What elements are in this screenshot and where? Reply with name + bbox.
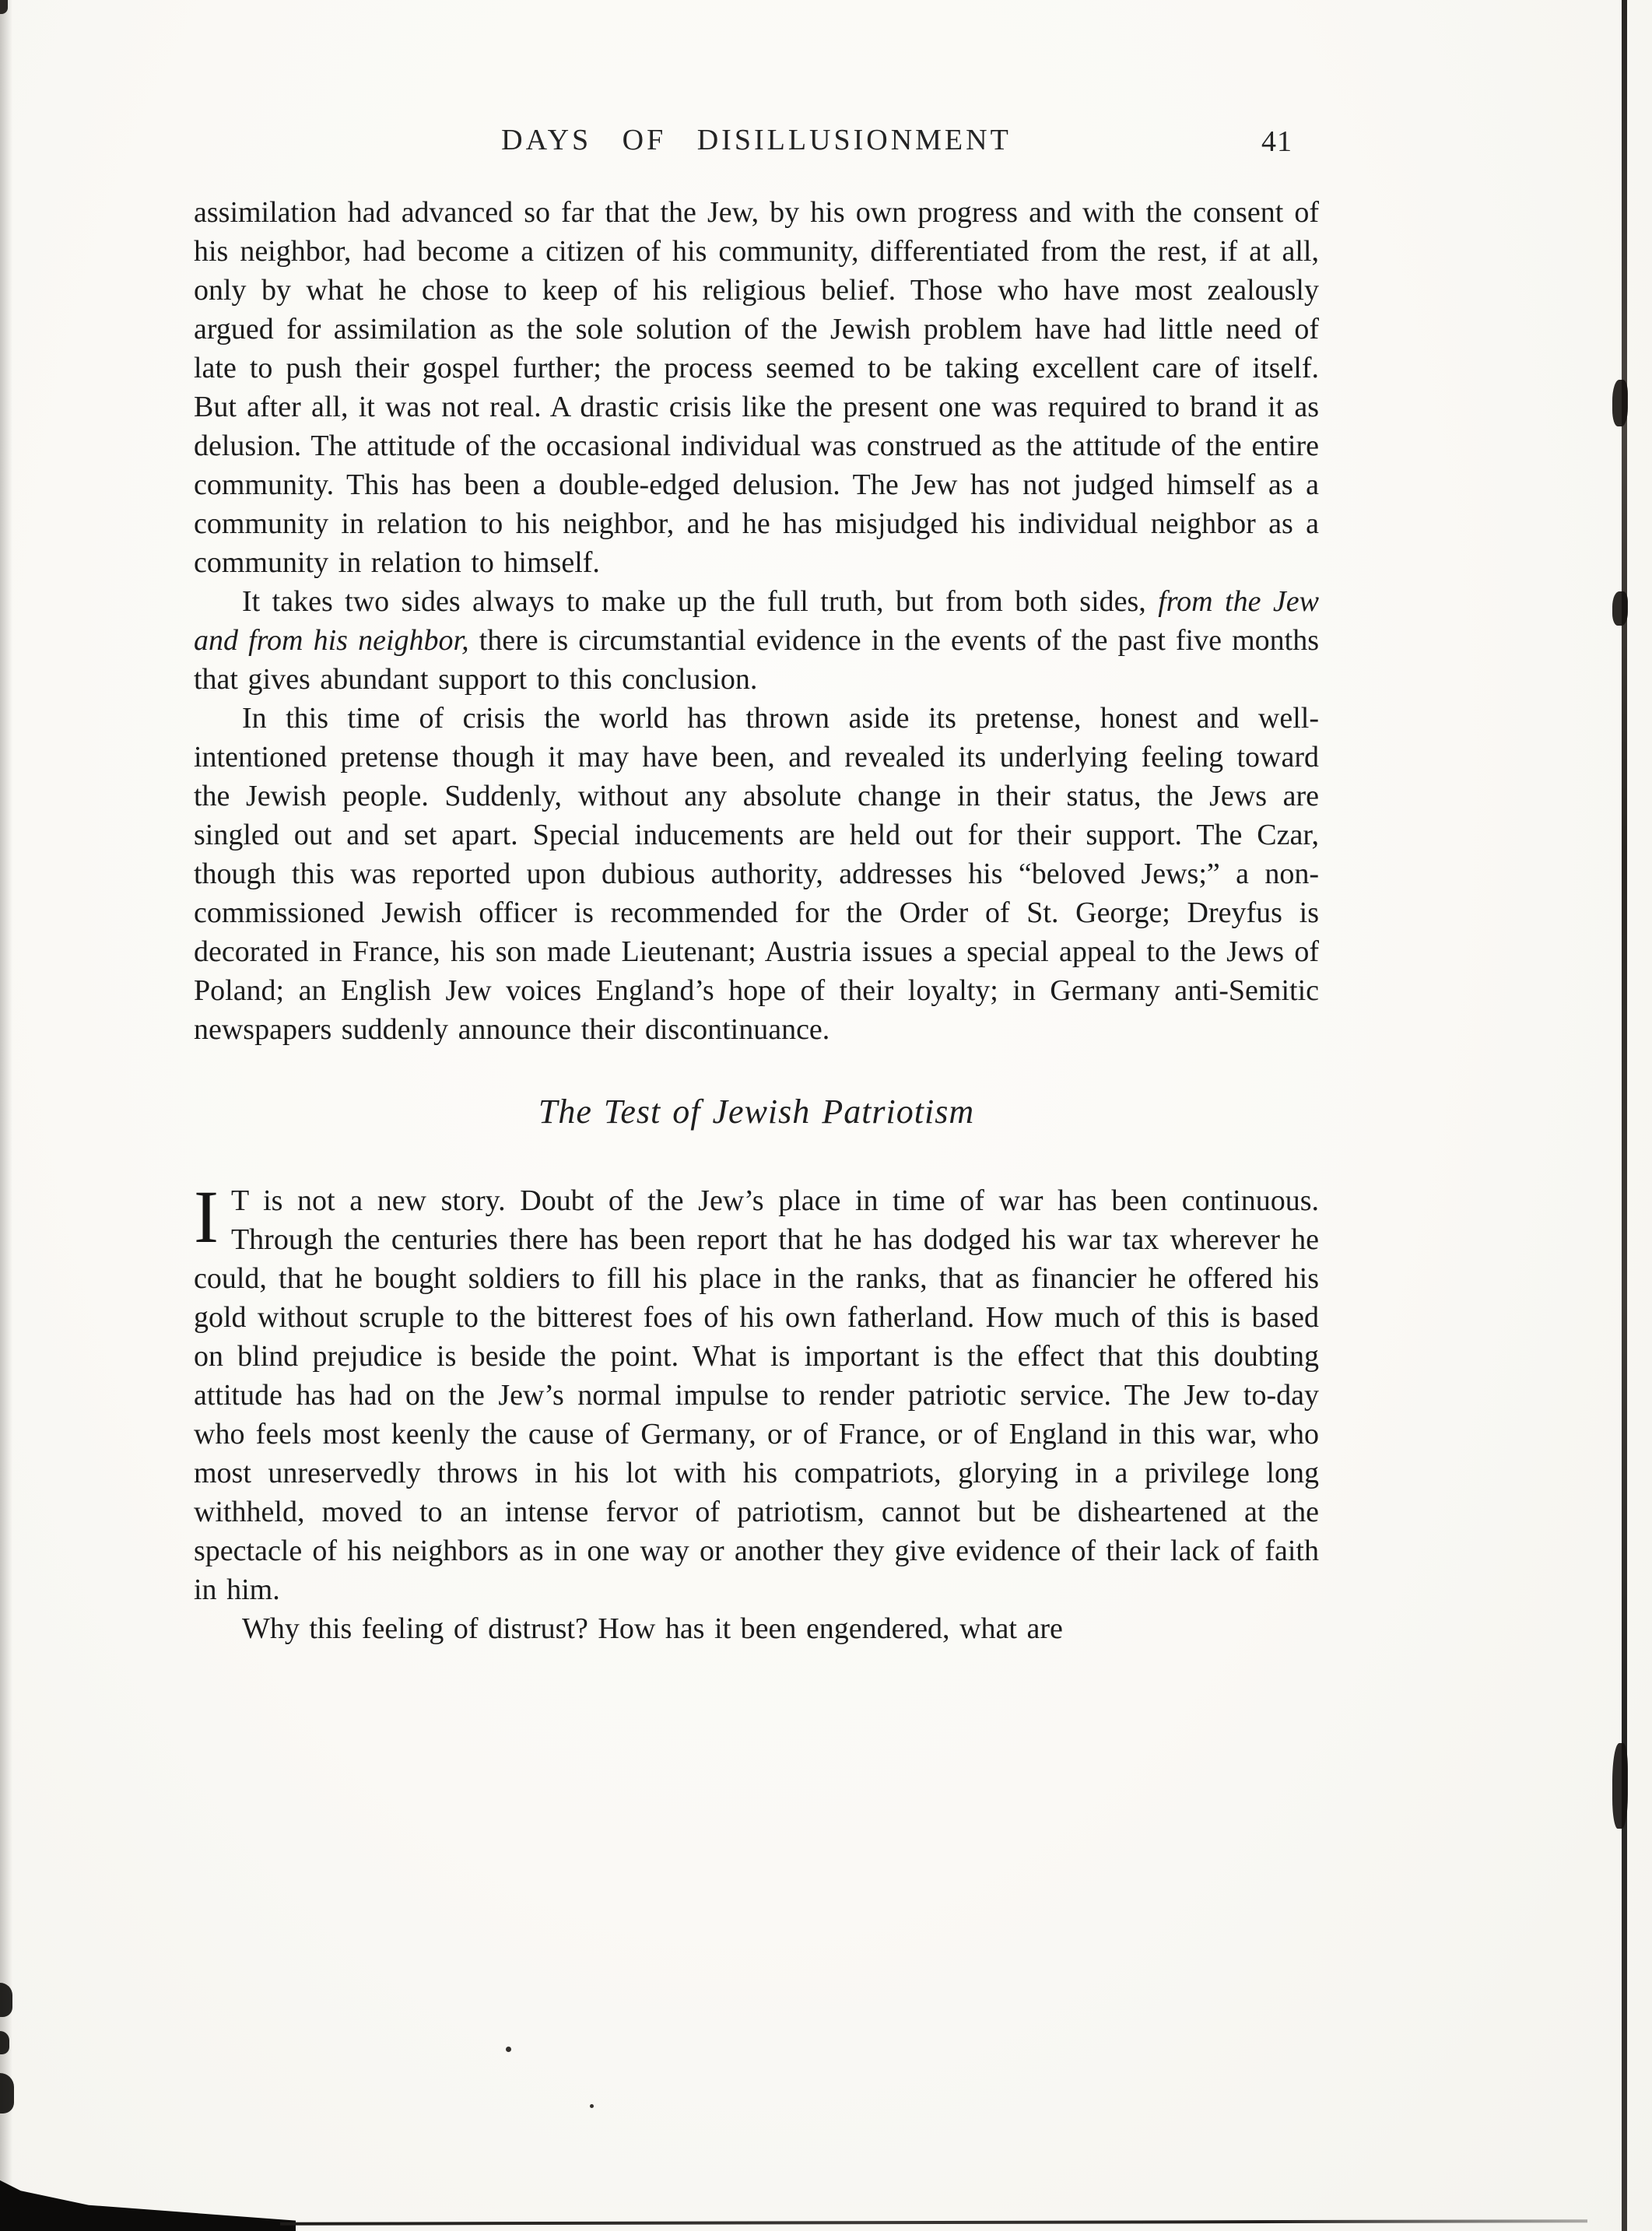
scan-artifact-left-smudge (0, 2031, 9, 2054)
scan-artifact-left-smudge (0, 2073, 14, 2113)
scan-artifact-left-edge-shade (0, 0, 12, 2231)
running-title: DAYS OF DISILLUSIONMENT (501, 124, 1012, 156)
scan-artifact-corner-speck (0, 0, 8, 14)
scan-artifact-bottom-edge-line (280, 2219, 1587, 2226)
paragraph-text: It takes two sides always to make up the full truth, but from both sides, (242, 585, 1159, 618)
paragraph-text: there is circumstantial evidence in the events of the past five months that gives abundant support to this conclusion. (194, 624, 1319, 696)
scan-artifact-right-blob (1612, 1743, 1628, 1829)
scan-artifact-stray-dot (506, 2047, 511, 2052)
scan-artifact-right-blob (1612, 591, 1628, 626)
page-number: 41 (1261, 125, 1292, 158)
scan-artifact-right-blob (1612, 380, 1628, 426)
scan-artifact-right-edge-line (1622, 0, 1627, 2231)
section-heading: The Test of Jewish Patriotism (538, 1093, 975, 1131)
page-header (194, 123, 1319, 157)
paragraph: In this time of crisis the world has thrown aside its pretense, honest and well-intentioned pretense though it may have been, and revealed its underlying feeling toward the Jewish people. Suddenly, without any absolute change in their status, the Jews are singled out and set apart. Special inducements are held out for their support. The Czar, though this was reported upon dubious authority, addresses his “beloved Jews;” a non-commissioned Jewish officer is recommended for the Order of St. George; Dreyfus is decorated in France, his son made Lieutenant; Austria issues a special appeal to the Jews of Poland; an English Jew voices England’s hope of their loyalty; in Germany anti-Semitic newspapers suddenly announce their discontinuance. (194, 702, 1319, 1046)
dropcap-initial: I (194, 1175, 219, 1258)
scan-artifact-bottom-left-wedge (0, 2173, 296, 2231)
paragraph (194, 582, 1319, 699)
scan-artifact-stray-dot (590, 2104, 594, 2108)
scan-artifact-left-smudge (0, 1983, 12, 2017)
text-block (194, 193, 1319, 1648)
paragraph-continuation: assimilation had advanced so far that the Jew, by his own progress and with the consent of his neighbor, had become a citizen of his community, differentiated from the rest, if at all, only by what he chose to keep of his religious belief. Those who have most zealously argued for assimilation as the sole solution of the Jewish problem have had little need of late to push their gospel further; the process seemed to be taking excellent care of itself. But after all, it was not real. A drastic crisis like the present one was required to brand it as delusion. The attitude of the occasional individual was construed as the attitude of the entire community. This has been a double-edged delusion. The Jew has not judged himself as a community in relation to his neighbor, and he has misjudged his individual neighbor as a community in relation to himself. (194, 196, 1319, 579)
paragraph-text-italic: from the Jew and from his neighbor, (194, 585, 1319, 657)
paragraph-text: T is not a new story. Doubt of the Jew’s place in time of war has been continuous. Through the centuries there has been report that he has dodged his war tax wherever he could, that he bought soldiers to fill his place in the ranks, that as financier he offered his gold without scruple to the bitterest foes of his own fatherland. How much of this is based on blind prejudice is beside the point. What is important is the effect that this doubting attitude has had on the Jew’s normal impulse to render patriotic service. The Jew to-day who feels most keenly the cause of Germany, or of France, or of England in this war, who most unreservedly throws in his lot with his compatriots, glorying in a privilege long withheld, moved to an intense fervor of patriotism, cannot but be disheartened at the spectacle of his neighbors as in one way or another they give evidence of their lack of faith in him. (194, 1184, 1319, 1606)
paragraph-dropcap (194, 1175, 1319, 1609)
paragraph: Why this feeling of distrust? How has it been engendered, what are (242, 1612, 1063, 1645)
